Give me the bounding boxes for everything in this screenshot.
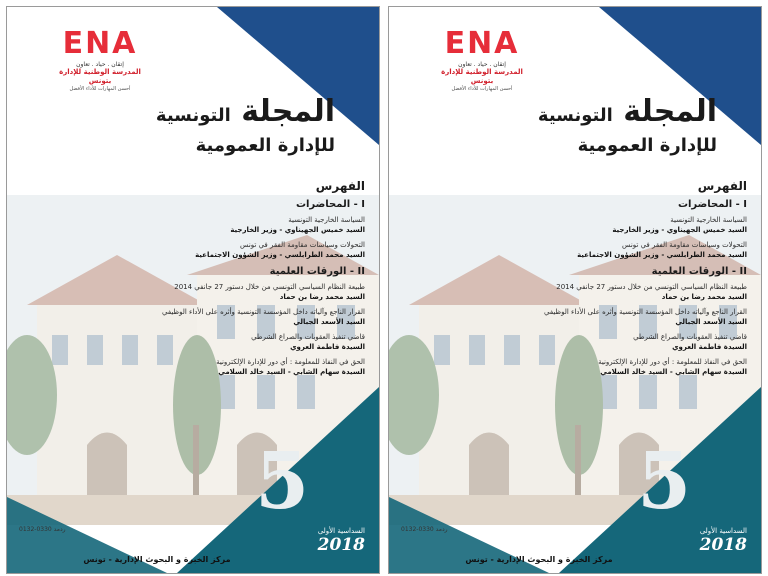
ena-logo-letters: ENA <box>62 26 138 61</box>
article-author: السيدة سهام الشابي - السيد خالد السلامي <box>218 368 365 376</box>
list-item <box>65 333 365 352</box>
list-item <box>65 308 365 327</box>
article-author: السيدة سهام الشابي - السيد خالد السلامي <box>600 368 747 376</box>
logo-tagline: إتقان . حياد . تعاون <box>458 61 506 68</box>
title-line-1 <box>75 95 335 133</box>
table-of-contents <box>447 179 747 383</box>
article-title: السياسة الخارجية التونسية <box>670 216 747 224</box>
article-author: السيد محمد الطرابلسي - وزير الشؤون الاجتماعية <box>577 251 747 259</box>
article-title: طبيعة النظام السياسي التونسي من خلال دستور 27 جانفي 2014 <box>556 283 747 291</box>
article-title: القرار الناجع وآلياته داخل المؤسسة التونسية وأثره على الأداء الوظيفي <box>162 308 365 316</box>
contents-heading: الفهرس <box>315 179 365 193</box>
issue-year: 2018 <box>317 535 365 555</box>
article-author: السيدة فاطمة العروي <box>672 343 747 351</box>
list-item <box>447 283 747 302</box>
logo-tagline: إتقان . حياد . تعاون <box>76 61 124 68</box>
article-author: السيد الأسعد الجبالي <box>675 318 747 326</box>
school-name: المدرسة الوطنية للإدارة بتونس <box>59 68 141 85</box>
magazine-cover-left <box>6 6 380 574</box>
issn-label: ردمد 0330-0132 <box>19 526 66 533</box>
list-item <box>447 308 747 327</box>
article-author: السيد محمد رضا بن حماد <box>661 293 747 301</box>
list-item <box>447 241 747 260</box>
ena-logo-mark <box>431 26 533 61</box>
article-title: قاضي تنفيذ العقوبات والصراع الشرطي <box>633 333 747 341</box>
article-author: السيد خميس الجهيناوي - وزير الخارجية <box>230 226 365 234</box>
ena-logo <box>431 26 533 93</box>
list-item <box>65 241 365 260</box>
list-item <box>447 333 747 352</box>
title-bold-word: المجلة <box>241 94 335 129</box>
article-author: السيد محمد الطرابلسي - وزير الشؤون الاجتماعية <box>195 251 365 259</box>
contents-heading: الفهرس <box>697 179 747 193</box>
article-title: التحولات وسياسات مقاومة الفقر في تونس <box>621 241 747 249</box>
list-item <box>65 216 365 235</box>
journal-title <box>75 95 335 156</box>
school-motto: أحسن المهارات للأداء الأفضل <box>451 86 513 92</box>
issue-year: 2018 <box>699 535 747 555</box>
article-title: قاضي تنفيذ العقوبات والصراع الشرطي <box>251 333 365 341</box>
article-author: السيد الأسعد الجبالي <box>293 318 365 326</box>
issn-label: ردمد 0330-0132 <box>401 526 448 533</box>
ena-logo-mark <box>49 26 151 61</box>
school-motto: أحسن المهارات للأداء الأفضل <box>69 86 131 92</box>
magazine-cover-right <box>388 6 762 574</box>
article-author: السيد خميس الجهيناوي - وزير الخارجية <box>612 226 747 234</box>
issue-number: 5 <box>255 436 310 527</box>
issue-semester: السداسية الأولى <box>317 527 365 535</box>
title-line-2: للإدارة العمومية <box>577 135 717 156</box>
section-lectures: I - المحاضرات <box>295 199 365 210</box>
list-item <box>65 283 365 302</box>
article-title: الحق في النفاذ للمعلومة : أي دور للإدارة الإلكترونية <box>598 358 747 366</box>
publisher-footer: مركز الخبرة و البحوث الإدارية - تونس <box>83 555 231 564</box>
article-author: السيدة فاطمة العروي <box>290 343 365 351</box>
issue-semester: السداسية الأولى <box>699 527 747 535</box>
article-title: طبيعة النظام السياسي التونسي من خلال دستور 27 جانفي 2014 <box>174 283 365 291</box>
title-light-word: التونسية <box>155 105 231 126</box>
article-author: السيد محمد رضا بن حماد <box>279 293 365 301</box>
section-papers: II - الورقات العلمية <box>269 266 365 277</box>
list-item <box>447 358 747 377</box>
article-title: التحولات وسياسات مقاومة الفقر في تونس <box>239 241 365 249</box>
list-item <box>65 358 365 377</box>
article-title: السياسة الخارجية التونسية <box>288 216 365 224</box>
table-of-contents <box>65 179 365 383</box>
journal-title <box>457 95 717 156</box>
issue-number: 5 <box>637 436 692 527</box>
title-line-2: للإدارة العمومية <box>195 135 335 156</box>
title-bold-word: المجلة <box>623 94 717 129</box>
section-lectures: I - المحاضرات <box>677 199 747 210</box>
list-item <box>447 216 747 235</box>
article-title: الحق في النفاذ للمعلومة : أي دور للإدارة الإلكترونية <box>216 358 365 366</box>
ena-logo-letters: ENA <box>444 26 520 61</box>
section-papers: II - الورقات العلمية <box>651 266 747 277</box>
article-title: القرار الناجع وآلياته داخل المؤسسة التونسية وأثره على الأداء الوظيفي <box>544 308 747 316</box>
school-name: المدرسة الوطنية للإدارة بتونس <box>441 68 523 85</box>
ena-logo <box>49 26 151 93</box>
title-line-1 <box>457 95 717 133</box>
title-light-word: التونسية <box>537 105 613 126</box>
publisher-footer: مركز الخبرة و البحوث الإدارية - تونس <box>465 555 613 564</box>
